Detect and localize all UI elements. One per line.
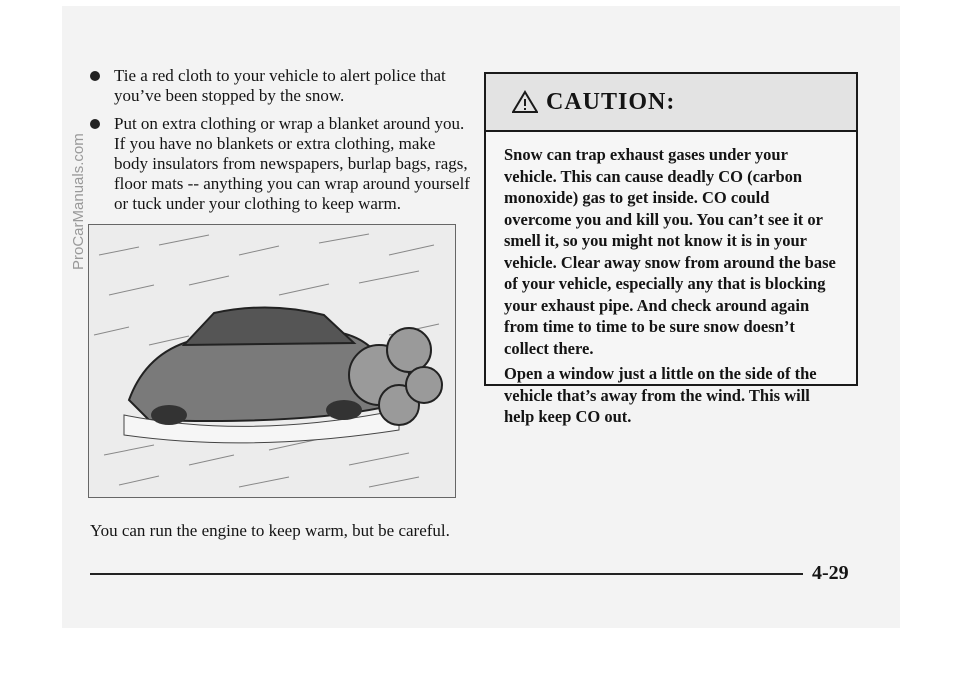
bullet-list [90, 66, 470, 222]
bullet-item [90, 66, 470, 106]
bullet-item [90, 114, 470, 214]
caution-header [486, 74, 856, 132]
caution-body [486, 132, 856, 428]
car-in-snow-illustration [88, 224, 456, 498]
caution-paragraph: Open a window just a little on the side of the vehicle that’s away from the wind. This will help keep CO out. [504, 364, 817, 426]
caution-title: CAUTION: [546, 88, 676, 115]
bullet-icon [90, 71, 100, 81]
footer-rule [90, 573, 803, 575]
caution-paragraph: Snow can trap exhaust gases under your vehicle. This can cause deadly CO (carbon monoxide) gas to get inside. CO could overcome you and kill you. You can’t see it or smell it, so you might not know it is in your vehicle. Clear away snow from around the base of your vehicle, especially any that is blocking your exhaust pipe. And check around again from time to time to be sure snow doesn’t collect there. [504, 145, 836, 358]
page-number: 4-29 [812, 562, 849, 584]
watermark: ProCarManuals.com [70, 133, 87, 270]
illustration-caption: You can run the engine to keep warm, but be careful. [90, 521, 450, 540]
warning-triangle-icon [512, 90, 538, 114]
caution-box [484, 72, 858, 426]
bullet-text: Tie a red cloth to your vehicle to alert police that you’ve been stopped by the snow. [114, 66, 446, 105]
bullet-text: Put on extra clothing or wrap a blanket around you. If you have no blankets or extra clothing, make body insulators from newspapers, burlap bags, rags, floor mats -- anything you can wrap around yourself or tuck under your clothing to keep warm. [114, 114, 470, 213]
bullet-icon [90, 119, 100, 129]
